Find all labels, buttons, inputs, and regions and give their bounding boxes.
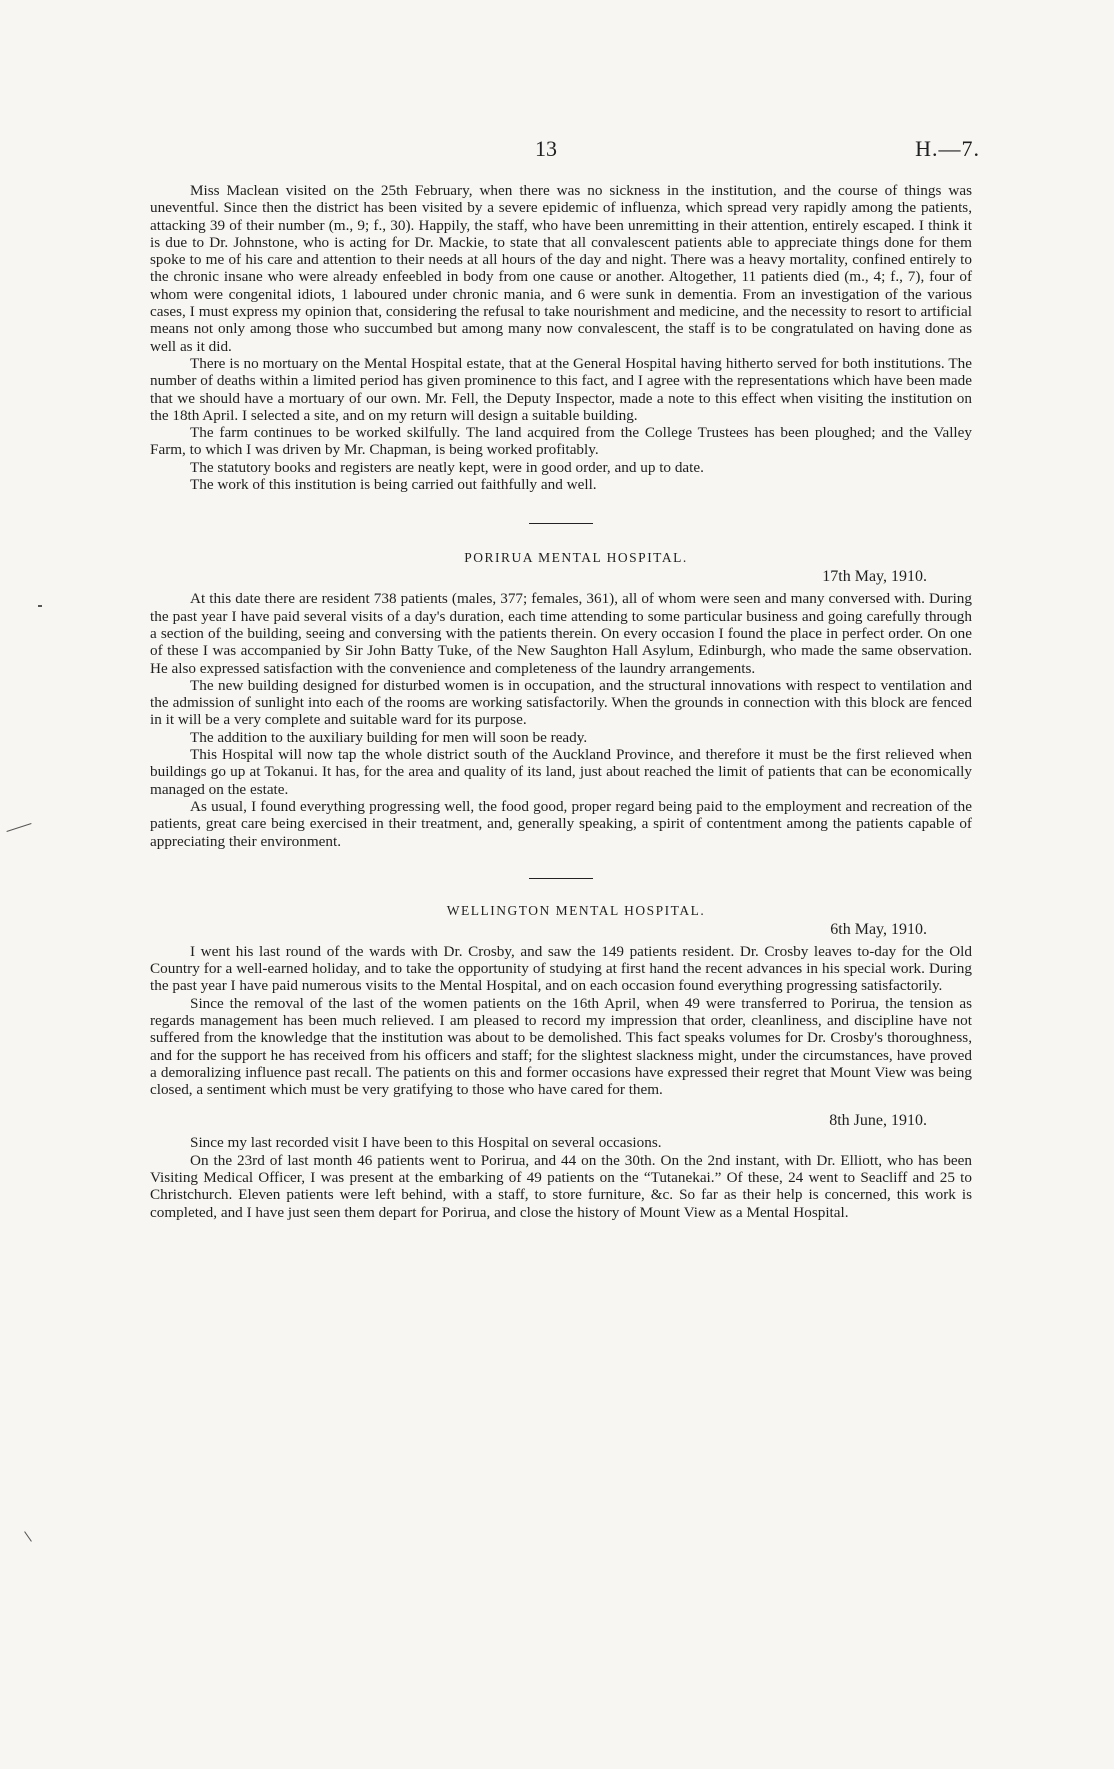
paragraph: The work of this institution is being carried out faithfully and well. [190,476,597,494]
section-title: PORIRUA MENTAL HOSPITAL. [464,550,688,566]
paragraph: As usual, I found everything progressing well, the food good, proper regard being paid to the employment and recreation of the patients, great care being exercised in their treatment, and, generally speaking, a spirit of contentment among the patients capable of appreciating their environment. [150,797,972,850]
paragraph: On the 23rd of last month 46 patients went to Porirua, and 44 on the 30th. On the 2nd instant, with Dr. Elliott, who has been Visiting Medical Officer, I was present at the embarking of 49 patients on the “Tutanekai.” Of these, 24 went to Seacliff and 25 to Christchurch. Eleven patients were left behind, with a staff, to store furniture, &c. So far as their help is concerned, this work is completed, and I have just seen them depart for Porirua, and close the history of Mount View as a Mental Hospital. [150,1151,972,1221]
scan-mark [38,605,42,607]
paragraph: Since the removal of the last of the women patients on the 16th April, when 49 were transferred to Porirua, the tension as regards management has been much relieved. I am pleased to record my impression that order, cleanliness, and discipline have not suffered from the knowledge that the institution was about to be demolished. This fact speaks volumes for Dr. Crosby's thoroughness, and for the support he has received from his officers and staff; for the slightest slackness might, under the circumstances, have proved a demoralizing influence past recall. The patients on this and former occasions have expressed their regret that Mount View was being closed, a sentiment which must be very gratifying to those who have cared for them. [150,994,972,1099]
entry-date: 17th May, 1910. [822,568,927,586]
paragraph: Miss Maclean visited on the 25th February, when there was no sickness in the institution, and the course of things was uneventful. Since then the district has been visited by a severe epidemic of influenza, which spread very rapidly among the patients, attacking 39 of their number (m., 9; f., 30). Happily, the staff, who have been unremitting in their attention, entirely escaped. I think it is due to Dr. Johnstone, who is acting for Dr. Mackie, to state that all convalescent patients able to appreciate things done for them spoke to me of his care and attention to their needs at all hours of the day and night. There was a heavy mortality, confined entirely to the chronic insane who were already enfeebled in body from one cause or another. Altogether, 11 patients died (m., 4; f., 7), four of whom were congenital idiots, 1 laboured under chronic mania, and 6 were sunk in dementia. From an investigation of the various cases, I must express my opinion that, considering the refusal to take nourishment and medicine, and the necessity to resort to artificial means not only among those who succumbed but among many now convalescent, the staff is to be congratulated on having done as well as it did. [150,182,972,355]
porirua-section [150,550,972,849]
paragraph: The statutory books and registers are neatly kept, were in good order, and up to date. [190,458,704,476]
page-number: 13 [535,136,557,161]
section-title: WELLINGTON MENTAL HOSPITAL. [446,902,706,918]
paragraph: At this date there are resident 738 patients (males, 377; females, 361), all of whom were seen and many conversed with. During the past year I have paid several visits of a day's duration, each time attending to some particular business and going carefully through a section of the building, seeing and conversing with the patients therein. On every occasion I found the place in perfect order. On one of these I was accompanied by Sir John Batty Tuke, of the New Saughton Hall Asylum, Edinburgh, who made the same observation. He also expressed satisfaction with the convenience and completeness of the laundry arrangements. [150,590,972,677]
entry-date: 8th June, 1910. [829,1112,927,1130]
page-header [150,136,980,166]
paragraph: This Hospital will now tap the whole district south of the Auckland Province, and therefore it must be the first relieved when buildings go up at Tokanui. It has, for the area and quality of its land, just about reached the limit of patients that can be economically managed on the estate. [150,746,972,798]
paragraph: I went his last round of the wards with Dr. Crosby, and saw the 149 patients resident. Dr. Crosby leaves to-day for the Old Country for a well-earned holiday, and to take the opportunity of studying at first hand the recent advances in his special work. During the past year I have paid numerous visits to the Mental Hospital, and on each occasion found everything progressing satisfactorily. [150,942,972,995]
entry-date: 6th May, 1910. [830,920,927,938]
intro-section [150,182,972,493]
wellington-section [150,903,972,1221]
scan-mark [24,1531,32,1541]
page-reference: H.—7. [915,136,980,161]
paragraph: The farm continues to be worked skilfully. The land acquired from the College Trustees has been ploughed; and the Valley Farm, to which I was driven by Mr. Chapman, is being worked profitably. [150,424,972,459]
paragraph: The addition to the auxiliary building for men will soon be ready. [190,728,588,746]
paragraph: The new building designed for disturbed women is in occupation, and the structural innovations with respect to ventilation and the admission of sunlight into each of the rooms are working satisfactorily. When the grounds in connection with this block are fenced in it will be a very complete and suitable ward for its purpose. [150,676,972,729]
paragraph: Since my last recorded visit I have been to this Hospital on several occasions. [190,1134,662,1152]
scan-mark [6,823,31,832]
document-body [150,182,972,1221]
paragraph: There is no mortuary on the Mental Hospital estate, that at the General Hospital having hitherto served for both institutions. The number of deaths within a limited period has given prominence to this fact, and I agree with the representations which have been made that we should have a mortuary of our own. Mr. Fell, the Deputy Inspector, made a note to this effect when visiting the institution on the 18th April. I selected a site, and on my return will design a suitable building. [150,354,972,424]
